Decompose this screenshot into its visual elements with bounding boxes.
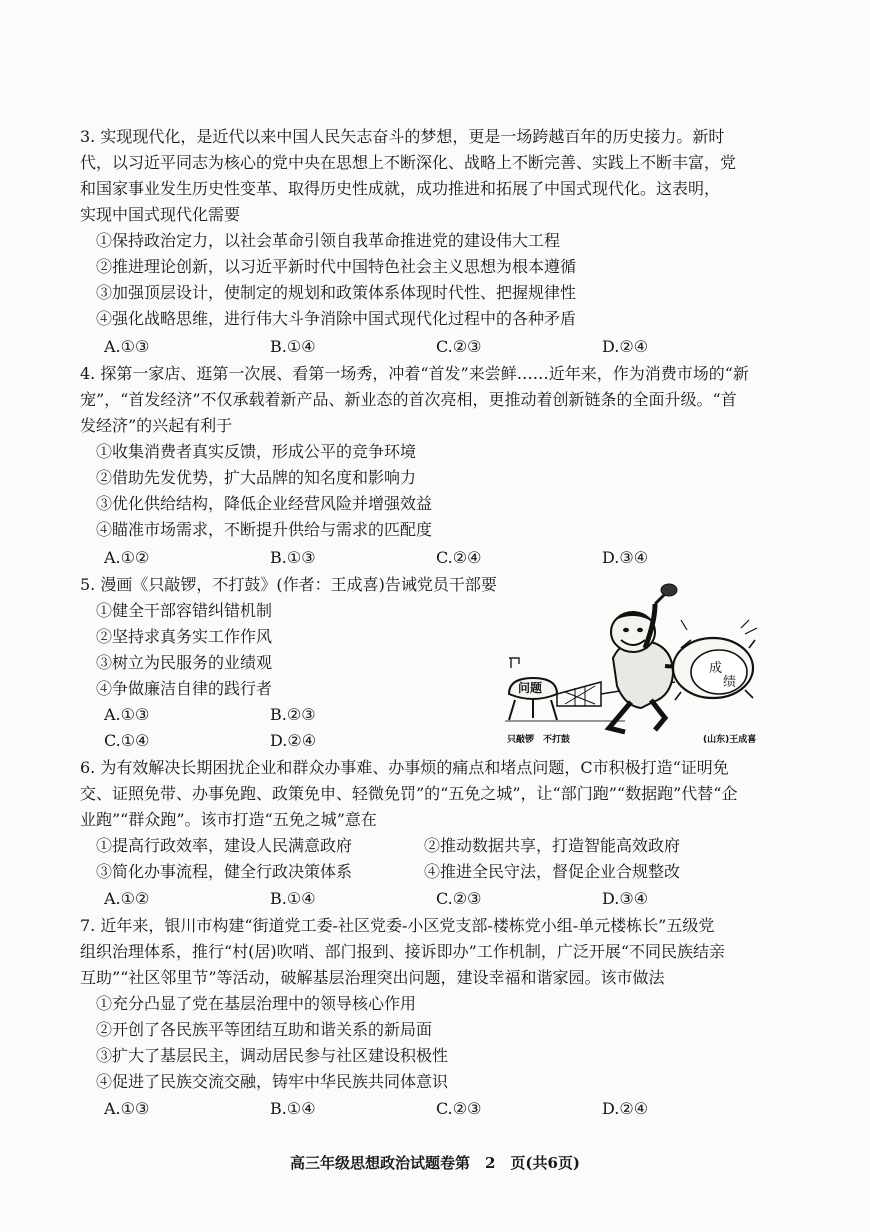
q5-stem-line-1: 5. 漫画《只敲锣，不打鼓》(作者：王成喜)告诫党员干部要: [80, 575, 497, 594]
q5-answer-a: A.①③: [104, 705, 150, 724]
q7-answer-c: C.②③: [436, 1099, 482, 1118]
q3-stem-line-2: 代，以习近平同志为核心的党中央在思想上不断深化、战略上不断完善、实践上不断丰富，党: [80, 153, 737, 172]
q7-option-4: ④促进了民族交流交融，铸牢中华民族共同体意识: [96, 1072, 449, 1091]
q3-answer-c: C.②③: [436, 337, 482, 356]
q4-stem-line-1: 4. 探第一家店、逛第一次展、看第一场秀，冲着“首发”来尝鲜……近年来，作为消费市场的“新: [80, 364, 749, 383]
q5-option-3: ③树立为民服务的业绩观: [96, 653, 273, 672]
q7-option-1: ①充分凸显了党在基层治理中的领导核心作用: [96, 994, 417, 1013]
q6-stem-line-1: 6. 为有效解决长期困扰企业和群众办事难、办事烦的痛点和堵点问题，C市积极打造“证明免: [80, 758, 729, 777]
q4-stem-line-2: 宠”，“首发经济”不仅承载着新产品、新业态的首次亮相，更推动着创新链条的全面升级。“首: [80, 390, 737, 409]
q5-option-2: ②坚持求真务实工作作风: [96, 627, 273, 646]
q5-answer-row-1: [100, 702, 400, 728]
q6-option-4: ④推进全民守法，督促企业合规整改: [424, 862, 681, 881]
q6-answer-a: A.①②: [104, 889, 150, 908]
q5-answer-b: B.②③: [270, 705, 316, 724]
q4-option-3: ③优化供给结构，降低企业经营风险并增强效益: [96, 494, 433, 513]
q3-answer-row: [100, 334, 720, 360]
q3-answer-b: B.①④: [270, 337, 316, 356]
cartoon-drawing: [505, 582, 763, 747]
q7-stem-line-1: 7. 近年来，银川市构建“街道党工委-社区党委-小区党支部-楼栋党小组-单元楼栋长”五级党: [80, 916, 715, 935]
q4-option-2: ②借助先发优势，扩大品牌的知名度和影响力: [96, 468, 417, 487]
q4-stem-line-3: 发经济”的兴起有利于: [80, 416, 233, 435]
q3-option-3: ③加强顶层设计，使制定的规划和政策体系体现时代性、把握规律性: [96, 283, 577, 302]
drum-label-1: 成: [709, 661, 723, 676]
q4-answer-d: D.③④: [602, 548, 649, 567]
cartoon-illustration: [505, 582, 763, 747]
q4-answer-b: B.①③: [270, 548, 316, 567]
q3-option-1: ①保持政治定力，以社会革命引领自我革命推进党的建设伟大工程: [96, 231, 561, 250]
q5-option-4: ④争做廉洁自律的践行者: [96, 679, 273, 698]
q4-answer-row: [100, 545, 720, 571]
q5-answer-d: D.②④: [270, 731, 317, 750]
q4-option-1: ①收集消费者真实反馈，形成公平的竞争环境: [96, 442, 417, 461]
q6-option-3: ③简化办事流程，健全行政决策体系: [96, 862, 353, 881]
q6-answer-d: D.③④: [602, 889, 649, 908]
q3-option-4: ④强化战略思维，进行伟大斗争消除中国式现代化过程中的各种矛盾: [96, 309, 577, 328]
q7-answer-d: D.②④: [602, 1099, 649, 1118]
q3-option-2: ②推进理论创新，以习近平新时代中国特色社会主义思想为根本遵循: [96, 257, 577, 276]
q5-answer-row-2: [100, 728, 400, 754]
q5-option-1: ①健全干部容错纠错机制: [96, 601, 273, 620]
q6-answer-row: [100, 886, 720, 912]
q5-answer-c: C.①④: [104, 731, 150, 750]
q4-option-4: ④瞄准市场需求，不断提升供给与需求的匹配度: [96, 520, 433, 539]
q3-stem-line-3: 和国家事业发生历史性变革、取得历史性成就，成功推进和拓展了中国式现代化。这表明，: [80, 179, 721, 198]
q6-option-2: ②推动数据共享，打造智能高效政府: [424, 836, 681, 855]
page-footer: 高三年级思想政治试题卷第 2 页(共6页): [289, 1154, 581, 1172]
q6-option-1: ①提高行政效率，建设人民满意政府: [96, 836, 353, 855]
q7-answer-a: A.①③: [104, 1099, 150, 1118]
q6-stem-line-3: 业跑”“群众跑”。该市打造“五免之城”意在: [80, 810, 377, 829]
q7-option-2: ②开创了各民族平等团结互助和谐关系的新局面: [96, 1020, 433, 1039]
q7-stem-line-2: 组织治理体系，推行“村(居)吹哨、部门报到、接诉即办”工作机制，广泛开展“不同民族结亲: [80, 942, 726, 961]
q3-answer-d: D.②④: [602, 337, 649, 356]
q7-answer-b: B.①④: [270, 1099, 316, 1118]
cartoon-caption-left: 只敲锣 不打鼓: [507, 735, 571, 745]
drum-label-2: 绩: [723, 675, 737, 690]
q7-option-3: ③扩大了基层民主，调动居民参与社区建设积极性: [96, 1046, 449, 1065]
q3-stem-line-4: 实现中国式现代化需要: [80, 205, 241, 224]
cartoon-caption-right: (山东)王成喜: [703, 735, 757, 745]
q7-stem-line-3: 互助”“社区邻里节”等活动，破解基层治理突出问题，建设幸福和谐家园。该市做法: [80, 968, 665, 987]
gong-label: 问题: [518, 681, 543, 695]
q7-answer-row: [100, 1096, 720, 1122]
q6-answer-b: B.①④: [270, 889, 316, 908]
q4-answer-a: A.①②: [104, 548, 150, 567]
q3-stem-line-1: 3. 实现现代化，是近代以来中国人民矢志奋斗的梦想，更是一场跨越百年的历史接力。新时: [80, 127, 725, 146]
q6-stem-line-2: 交、证照免带、办事免跑、政策免申、轻微免罚”的“五免之城”，让“部门跑”“数据跑”代替“企: [80, 784, 738, 803]
q3-answer-a: A.①③: [104, 337, 150, 356]
q4-answer-c: C.②④: [436, 548, 482, 567]
q6-answer-c: C.②③: [436, 889, 482, 908]
